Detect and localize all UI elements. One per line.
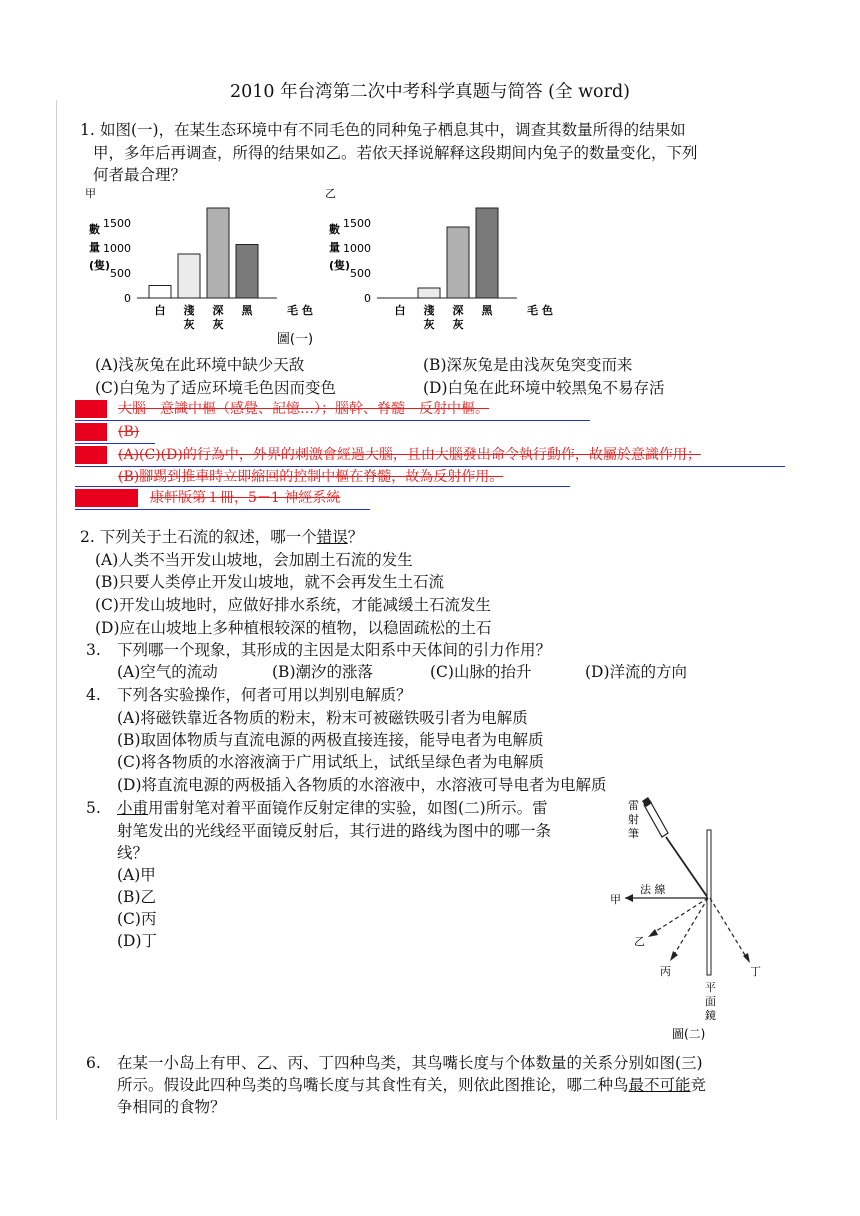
figure-1 [75, 185, 575, 350]
y-tick-label: 1000 [103, 242, 131, 255]
chart-yi [325, 187, 557, 331]
q2-option-d: (D)应在山坡地上多种植根较深的植物，以稳固疏松的土石 [95, 619, 492, 637]
q3-option-c: (C)山脉的抬升 [430, 663, 532, 681]
y-tick-label: 500 [350, 267, 371, 280]
chart-jia [85, 187, 317, 331]
arrow-jia [625, 894, 633, 902]
arrow-bing [670, 951, 678, 961]
page-title: 2010 年台湾第二次中考科学真题与简答 (全 word) [230, 82, 630, 102]
y-tick-label: 1000 [343, 242, 371, 255]
chart-title: 甲 [85, 187, 96, 200]
q4-option-b: (B)取固体物质与直流电源的两极直接连接，能导电者为电解质 [117, 731, 544, 749]
q1-option-a: (A)浅灰兔在此环境中缺少天敌 [95, 356, 305, 374]
mirror-label-2: 面 [705, 995, 716, 1008]
laser-label-1: 雷 [628, 799, 639, 812]
x-tick-label: 黑 [481, 304, 493, 317]
x-tick-label: 灰 [212, 318, 224, 331]
incident-ray [666, 837, 708, 898]
revision-line [75, 420, 590, 421]
label-jia: 甲 [610, 893, 621, 906]
q6-stem-line1: 在某一小岛上有甲、乙、丙、丁四种鸟类，其鸟嘴长度与个体数量的关系分别如图(三) [117, 1054, 703, 1072]
q5-stem-line2: 射笔发出的光线经平面镜反射后，其行进的路线为图中的哪一条 [117, 822, 552, 840]
y-axis-label: (隻) [329, 259, 351, 272]
change-marker [75, 423, 107, 441]
laser-pen-icon [642, 797, 668, 837]
y-tick-label: 1500 [343, 217, 371, 230]
q2-option-b: (B)只要人类停止开发山坡地，就不会再发生土石流 [95, 573, 444, 591]
q4-option-d: (D)将直流电源的两极插入各物质的水溶液中，水溶液可导电者为电解质 [117, 776, 607, 794]
arrow-yi [648, 929, 658, 937]
ray-bing [672, 898, 708, 958]
y-tick-label: 0 [124, 292, 131, 305]
deleted-text-1: 大腦 意識中樞（感覺、記憶…）；腦幹、脊髓 反射中樞。 [118, 401, 489, 417]
bar [418, 288, 440, 298]
q3-option-a: (A)空气的流动 [117, 663, 218, 681]
figure-1-label: 圖(一) [276, 332, 314, 347]
deleted-text-4: (B)腳踢到推車時立即縮回的控制中樞在脊髓，故為反射作用。 [118, 469, 504, 485]
deleted-text-3: (A)(C)(D)的行為中，外界的刺激會經過大腦，且由大腦發出命令執行動作，故屬於意識作用； [118, 447, 701, 463]
q6-stem-line2: 所示。假设此四种鸟类的鸟嘴长度与其食性有关，则依此图推论，哪二种鸟最不可能竞 [117, 1076, 707, 1094]
y-tick-label: 500 [110, 267, 131, 280]
laser-label-2: 射 [628, 813, 639, 826]
y-axis-label: 數 [89, 223, 100, 236]
chart-title: 乙 [325, 187, 336, 200]
y-axis-label: (隻) [89, 259, 111, 272]
q5-option-d: (D)丁 [117, 932, 158, 950]
bar [447, 227, 469, 298]
q5-stem-line1: 小甫用雷射笔对着平面镜作反射定律的实验，如图(二)所示。雷 [117, 799, 548, 817]
ray-ding [710, 898, 748, 960]
change-marker [75, 446, 107, 464]
x-tick-label: 灰 [423, 318, 435, 331]
normal-label: 法 線 [640, 883, 666, 896]
bar [149, 286, 171, 299]
deleted-text-5: 康軒版第１冊，5－1 神經系統 [150, 490, 341, 506]
change-marker [75, 400, 107, 418]
revision-line [75, 509, 370, 510]
q3-option-b: (B)潮汐的涨落 [272, 663, 373, 681]
q2-option-c: (C)开发山坡地时，应做好排水系统，才能减缓土石流发生 [95, 596, 491, 614]
deleted-text-2: (B) [118, 424, 140, 440]
q3-number: 3. [86, 641, 101, 659]
margin-line [56, 100, 57, 1120]
q1-stem-line1: 如图(一)，在某生态环境中有不同毛色的同种兔子栖息其中，调查其数量所得的结果如 [100, 121, 686, 139]
bar [207, 208, 229, 298]
revision-line [75, 486, 570, 487]
bar [236, 245, 258, 299]
q6-number: 6. [86, 1054, 101, 1072]
mirror-label-1: 平 [705, 981, 716, 994]
ray-yi [650, 898, 708, 935]
q5-stem-line3: 线？ [117, 844, 149, 862]
x-tick-label: 深 [452, 304, 464, 317]
q3-option-d: (D)洋流的方向 [585, 663, 688, 681]
x-tick-label: 深 [212, 304, 224, 317]
label-yi: 乙 [634, 935, 645, 948]
q5-option-a: (A)甲 [117, 866, 156, 884]
bar [178, 254, 200, 298]
laser-label-3: 筆 [628, 827, 639, 840]
x-axis-label: 毛色 [527, 304, 557, 317]
figure-2 [600, 795, 780, 1045]
x-tick-label: 淺 [183, 304, 195, 317]
x-tick-label: 灰 [452, 318, 464, 331]
q1-option-d: (D)白兔在此环境中较黑兔不易存活 [423, 379, 665, 397]
q5-option-c: (C)丙 [117, 910, 157, 928]
q2-option-a: (A)人类不当开发山坡地，会加剧土石流的发生 [95, 551, 413, 569]
q3-stem: 下列哪一个现象，其形成的主因是太阳系中天体间的引力作用？ [117, 641, 552, 659]
y-axis-label: 數 [329, 223, 340, 236]
revision-line [75, 443, 155, 444]
q1-number: 1. [80, 121, 95, 139]
label-bing: 丙 [660, 965, 671, 978]
figure-2-label: 圖(二) [672, 1027, 706, 1041]
mirror [707, 830, 711, 975]
q2-stem: 2. 下列关于土石流的叙述，哪一个错误？ [80, 528, 364, 546]
y-tick-label: 0 [364, 292, 371, 305]
y-axis-label: 量 [89, 241, 100, 254]
x-tick-label: 淺 [423, 304, 435, 317]
q4-number: 4. [86, 686, 101, 704]
q1-stem-line3: 何者最合理？ [93, 166, 187, 184]
change-marker [75, 489, 138, 507]
revision-line [75, 466, 785, 467]
q4-stem: 下列各实验操作，何者可用以判别电解质？ [117, 686, 412, 704]
x-tick-label: 灰 [183, 318, 195, 331]
mirror-label-3: 鏡 [705, 1009, 716, 1022]
x-tick-label: 黑 [241, 304, 253, 317]
bar [476, 208, 498, 298]
q4-option-a: (A)将磁铁靠近各物质的粉末，粉末可被磁铁吸引者为电解质 [117, 709, 528, 727]
q5-option-b: (B)乙 [117, 888, 156, 906]
label-ding: 丁 [750, 965, 761, 978]
q1-stem-line2: 甲，多年后再调查，所得的结果如乙。若依天择说解释这段期间内兔子的数量变化，下列 [93, 144, 698, 162]
q5-number: 5. [86, 799, 101, 817]
q1-option-c: (C)白兔为了适应环境毛色因而变色 [95, 379, 336, 397]
q1-option-b: (B)深灰兔是由浅灰兔突变而来 [423, 356, 633, 374]
q4-option-c: (C)将各物质的水溶液滴于广用试纸上，试纸呈绿色者为电解质 [117, 753, 544, 771]
x-tick-label: 白 [394, 304, 406, 317]
x-axis-label: 毛色 [287, 304, 317, 317]
y-tick-label: 1500 [103, 217, 131, 230]
x-tick-label: 白 [154, 304, 166, 317]
q6-stem-line3: 争相同的食物？ [117, 1098, 226, 1116]
y-axis-label: 量 [329, 241, 340, 254]
